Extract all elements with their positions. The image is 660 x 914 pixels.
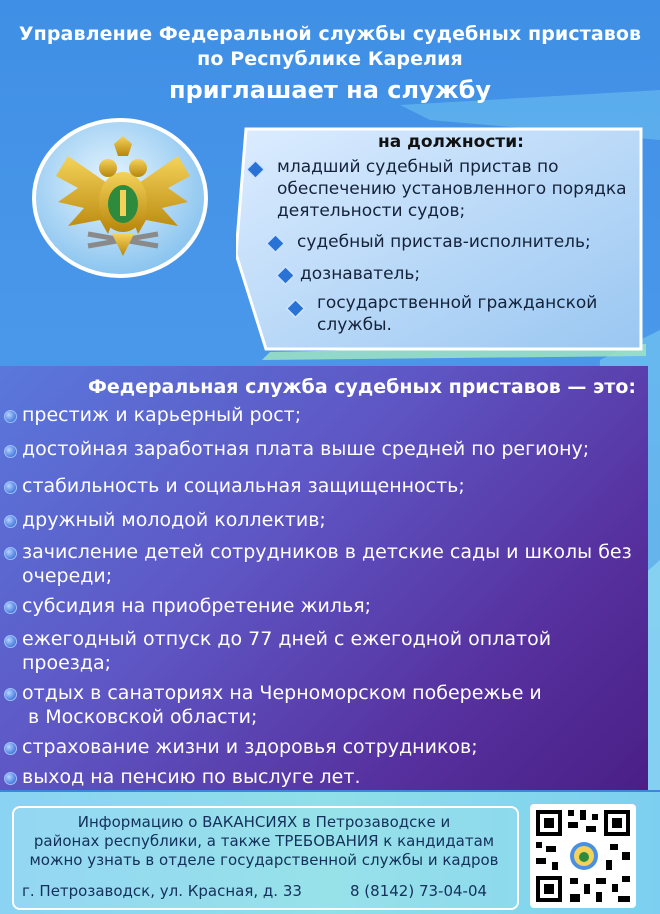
qr-code-graphic [530,804,636,908]
round-bullet-icon [4,635,17,648]
position-item: государственной гражданской службы. [317,293,598,335]
round-bullet-icon [4,742,17,755]
round-bullet-icon [4,772,17,785]
benefit-item: зачисление детей сотрудников в детские сады и школы без очереди; [22,541,632,587]
fssp-emblem-icon [28,116,218,286]
round-bullet-icon [4,601,17,614]
qr-code-icon[interactable] [530,804,636,908]
position-item: дознаватель; [300,264,421,284]
benefit-item: стабильность и социальная защищенность; [22,475,465,497]
round-bullet-icon [4,515,17,528]
header [0,22,660,107]
benefit-item: достойная заработная плата выше средней по региону; [22,438,590,460]
round-bullet-icon [4,445,17,458]
header-line-1: Управление Федеральной службы судебных приставов [18,23,642,45]
benefit-item: выход на пенсию по выслуге лет. [22,766,361,788]
benefit-item: дружный молодой коллектив; [22,509,326,531]
address: г. Петрозаводск, ул. Красная, д. 33 [22,882,302,900]
round-bullet-icon [4,410,17,423]
phone-number[interactable]: 8 (8142) 73-04-04 [350,882,488,900]
position-item: младший судебный пристав по обеспечению установленного порядка деятельности судов; [277,157,627,221]
positions-title: на должности: [378,132,524,152]
round-bullet-icon [4,481,17,494]
position-item: судебный пристав-исполнитель; [297,232,591,252]
header-invite: приглашает на службу [169,76,491,104]
benefit-item: ежегодный отпуск до 77 дней с ежегодной оплатой проезда; [22,628,552,674]
benefits-title: Федеральная служба судебных приставов — это: [88,376,636,398]
benefit-item: страхование жизни и здоровья сотрудников; [22,736,478,758]
benefit-item: престиж и карьерный рост; [22,404,302,426]
header-line-2: по Республике Карелия [197,48,463,70]
benefit-item: отдых в санаториях на Черноморском побережье и в Московской области; [22,682,542,728]
benefit-item: субсидия на приобретение жилья; [22,595,372,617]
round-bullet-icon [4,688,17,701]
round-bullet-icon [4,547,17,560]
info-text: Информацию о ВАКАНСИЯХ в Петрозаводске и районах республики, а также ТРЕБОВАНИЯ к кандидатам можно узнать в отделе государственной службы и кадров [29,813,499,869]
